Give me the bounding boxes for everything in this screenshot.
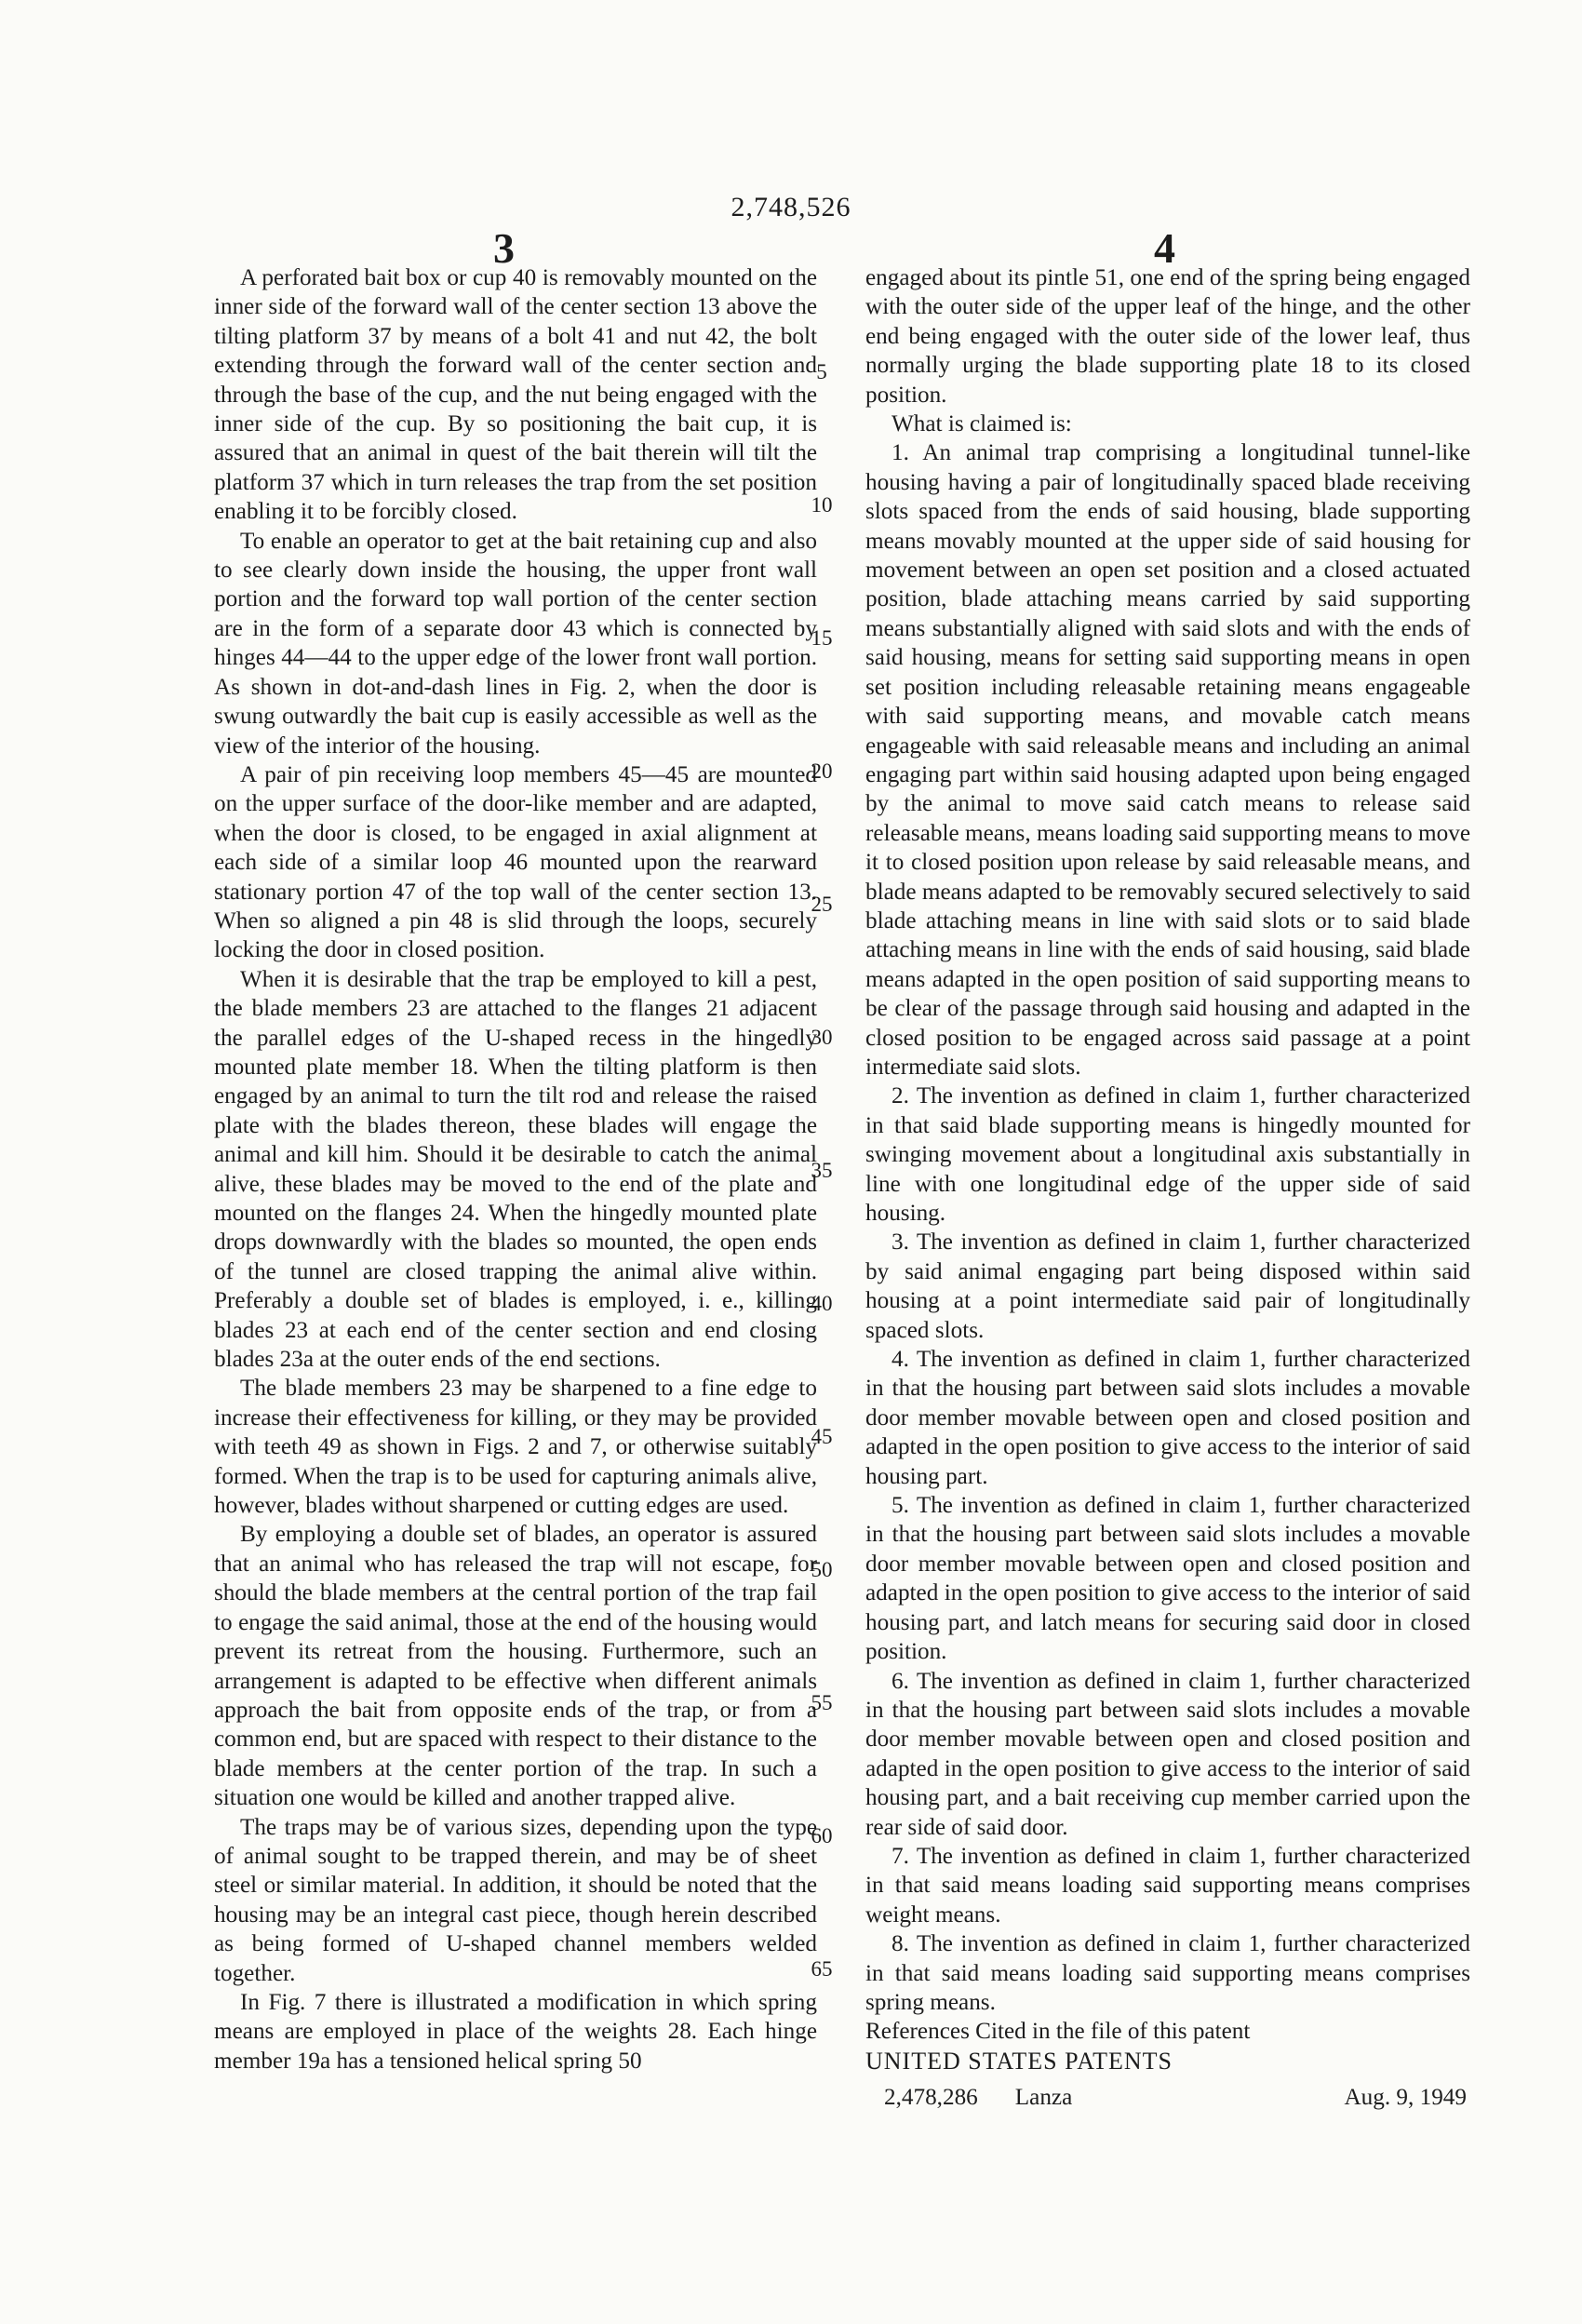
line-number: 20	[811, 759, 833, 783]
claim: 3. The invention as defined in claim 1, further characterized by said animal engaging part being disposed within said housing at a point intermediate said pair of longitudinally spaced slots.	[865, 1229, 1470, 1343]
paragraph: A perforated bait box or cup 40 is removably mounted on the inner side of the forward wall of the center section 13 above the tilting platform 37 by means of a bolt 41 and nut 42, the bolt extending through the forward wall of the center section and through the base of the cup, and the nut being engaged with the inner side of the cup. By so positioning the bait cup, it is assured that an animal in quest of the bait therein will tilt the platform 37 which in turn releases the trap from the set position enabling it to be forcibly closed.	[214, 265, 817, 525]
paragraph: The traps may be of various sizes, depending upon the type of animal sought to be trapped therein, and may be of sheet steel or similar material. In addition, it should be noted that the housing may be an integral cast piece, though herein described as being formed of U-shaped channel members welded together.	[214, 1814, 817, 1986]
paragraph: By employing a double set of blades, an operator is assured that an animal who has released the trap will not escape, for should the blade members at the central portion of the trap fail to engage the said animal, those at the end of the housing would prevent its retreat from the housing. Furthermore, such an arrangement is adapted to be effective when different animals approach the bait from opposite ends of the trap, or from a common end, but are spaced with respect to their distance to the blade members at the center portion of the trap. In such a situation one would be killed and another trapped alive.	[214, 1522, 817, 1811]
line-number: 65	[811, 1957, 833, 1981]
references-subtitle: UNITED STATES PATENTS	[865, 2047, 1173, 2075]
claims-intro: What is claimed is:	[892, 411, 1072, 437]
claim: 5. The invention as defined in claim 1, further characterized in that the housing part between said slots includes a movable door member movable between open and closed position and adapted in the open position to give access to the interior of said housing part, and latch means for securing said door in closed position.	[865, 1493, 1470, 1665]
left-column-number: 3	[493, 224, 515, 272]
claims-list	[865, 438, 1470, 2017]
reference-name: Lanza	[1014, 2085, 1073, 2111]
reference-number: 2,478,286	[884, 2085, 978, 2111]
line-number: 35	[811, 1159, 833, 1182]
right-column	[865, 263, 1470, 2113]
line-number: 45	[811, 1425, 833, 1448]
claim: 7. The invention as defined in claim 1, further characterized in that said means loading said supporting means comprises weight means.	[865, 1843, 1470, 1928]
paragraph: In Fig. 7 there is illustrated a modification in which spring means are employed in place of the weights 28. Each hinge member 19a has a tensioned helical spring 50	[214, 1989, 817, 2074]
claim: 4. The invention as defined in claim 1, further characterized in that the housing part between said slots includes a movable door member movable between open and closed position and adapted in the open position to give access to the interior of said housing part.	[865, 1347, 1470, 1489]
paragraph: A pair of pin receiving loop members 45—45 are mounted on the upper surface of the door-like member and are adapted, when the door is closed, to be engaged in axial alignment at each side of a similar loop 46 mounted upon the rearward stationary portion 47 of the top wall of the center section 13. When so aligned a pin 48 is slid through the loops, securely locking the door in closed position.	[214, 761, 817, 963]
reference-date: Aug. 9, 1949	[1344, 2085, 1467, 2111]
paragraph: To enable an operator to get at the bait retaining cup and also to see clearly down inside the housing, the upper front wall portion and the forward top wall portion of the center section are in the form of a separate door 43 which is connected by hinges 44—44 to the upper edge of the lower front wall portion. As shown in dot-and-dash lines in Fig. 2, when the door is swung outwardly the bait cup is easily accessible as well as the view of the interior of the housing.	[214, 528, 817, 759]
line-number: 50	[811, 1558, 833, 1581]
line-number: 40	[811, 1292, 833, 1315]
line-number: 55	[811, 1691, 833, 1714]
line-number: 5	[816, 360, 827, 383]
left-column	[214, 263, 817, 2075]
claim: 6. The invention as defined in claim 1, further characterized in that the housing part between said slots includes a movable door member movable between open and closed position and adapted in the open position to give access to the interior of said housing part, and a bait receiving cup member carried upon the rear side of said door.	[865, 1668, 1470, 1840]
line-number: 10	[811, 493, 833, 517]
continuation-paragraph: engaged about its pintle 51, one end of the spring being engaged with the outer side of the upper leaf of the hinge, and the other end being engaged with the outer side of the lower leaf, thus normally urging the blade supporting plate 18 to its closed position.	[865, 265, 1470, 408]
line-number: 30	[811, 1026, 833, 1049]
line-number: 25	[811, 893, 833, 916]
reference-row	[865, 2083, 1470, 2112]
claim: 8. The invention as defined in claim 1, further characterized in that said means loading said supporting means comprises spring means.	[865, 1931, 1470, 2015]
right-column-number: 4	[1154, 224, 1175, 272]
paragraph: The blade members 23 may be sharpened to a fine edge to increase their effectiveness for killing, or they may be provided with teeth 49 as shown in Figs. 2 and 7, or otherwise suitably formed. When the trap is to be used for capturing animals alive, however, blades without sharpened or cutting edges are used.	[214, 1376, 817, 1519]
claim: 1. An animal trap comprising a longitudinal tunnel-like housing having a pair of longitudinally spaced blade receiving slots spaced from the ends of said housing, blade supporting means movably mounted at the upper side of said housing for movement between an open set position and a closed actuated position, blade attaching means carried by said supporting means substantially aligned with said slots and with the ends of said housing, means for setting said supporting means in open set position including releasable retaining means engageable with said supporting means, and movable catch means engageable with said releasable means and including an animal engaging part within said housing adapted upon being engaged by the animal to move said catch means to release said releasable means, means loading said supporting means to move it to closed position upon release by said releasable means, and blade means adapted to be removably secured selectively to said blade attaching means in line with said slots or to said blade attaching means in line with the ends of said housing, said blade means adapted in the open position of said supporting means to be clear of the passage through said housing and adapted in the closed position to be engaged across said passage at a point intermediate said slots.	[865, 440, 1470, 1080]
references-title: References Cited in the file of this patent	[865, 2019, 1251, 2045]
line-number: 15	[811, 626, 833, 650]
line-number: 60	[811, 1824, 833, 1847]
patent-number: 2,748,526	[731, 192, 851, 222]
claim: 2. The invention as defined in claim 1, further characterized in that said blade supporting means is hingedly mounted for swinging movement about a longitudinal axis substantially in line with one longitudinal edge of the upper side of said housing.	[865, 1083, 1470, 1226]
paragraph: When it is desirable that the trap be employed to kill a pest, the blade members 23 are attached to the flanges 21 adjacent the parallel edges of the U-shaped recess in the hingedly mounted plate member 18. When the tilting platform is then engaged by an animal to turn the tilt rod and release the raised plate with the blades thereon, these blades will engage the animal and kill him. Should it be desirable to catch the animal alive, these blades may be moved to the end of the plate and mounted on the flanges 24. When the hingedly mounted plate drops downwardly with the blades so mounted, the open ends of the tunnel are closed trapping the animal alive within. Preferably a double set of blades is employed, i. e., killing blades 23 at each end of the center section and end closing blades 23a at the outer ends of the end sections.	[214, 966, 817, 1373]
